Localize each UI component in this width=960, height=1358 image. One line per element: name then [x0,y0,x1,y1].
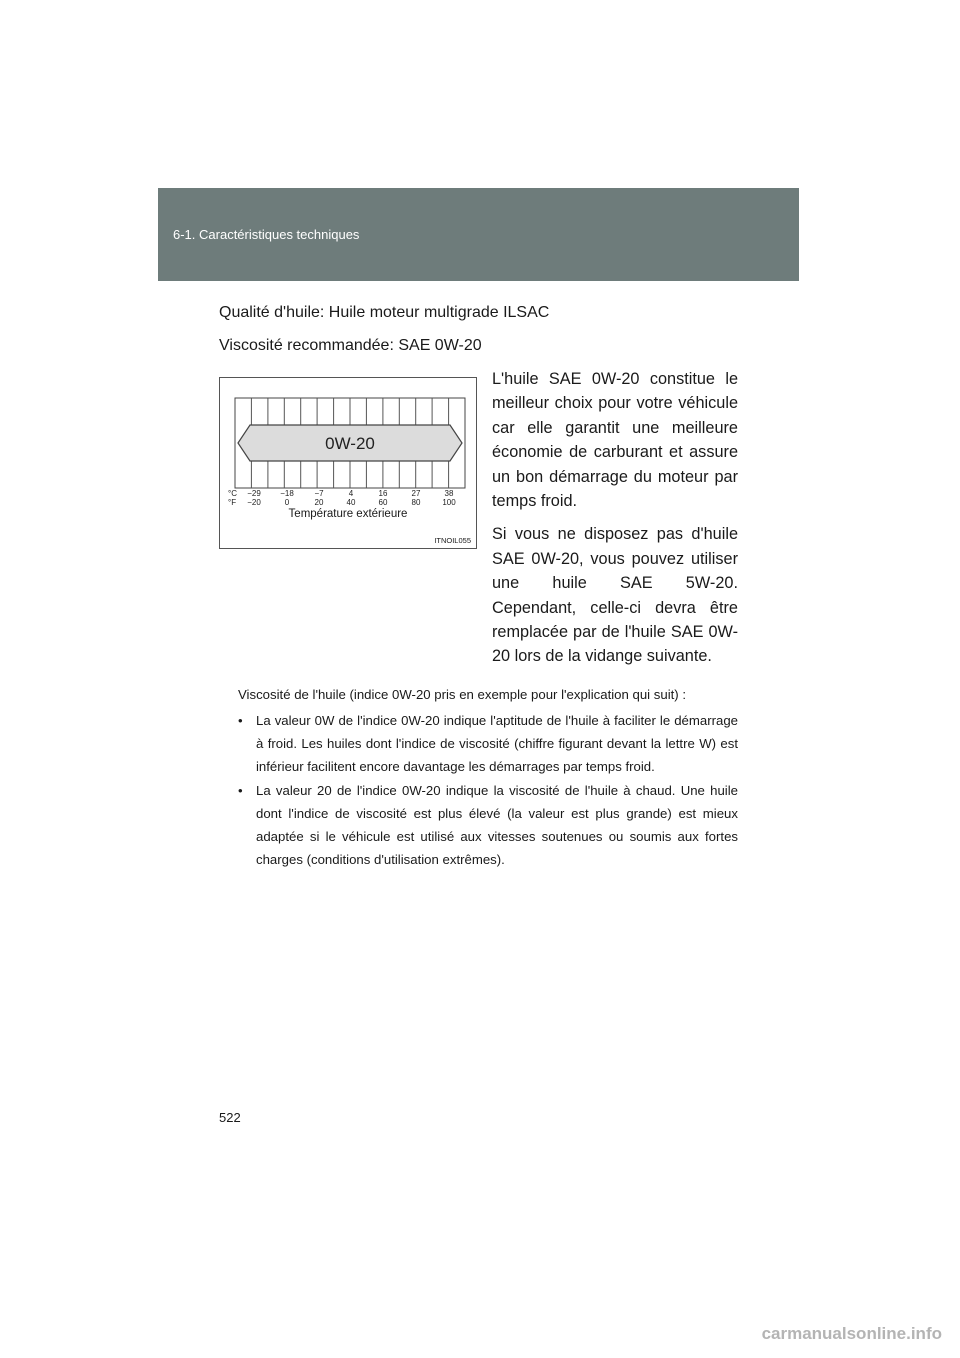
celsius-tick: 27 [411,489,421,498]
recommendation-text [492,367,738,678]
celsius-tick: 16 [378,489,388,498]
paragraph: L'huile SAE 0W-20 constitue le meilleur choix pour votre véhicule car elle garantit une meilleure économie de carburant et assure un bon démarrage du moteur par temps froid. [492,370,738,511]
viscosity-notes [238,686,738,874]
list-item [238,710,738,778]
page-number: 522 [219,1110,241,1125]
figure-code: ITNOIL055 [434,536,471,545]
section-title: 6-1. Caractéristiques techniques [173,227,360,242]
fahrenheit-unit: °F [228,498,237,507]
fahrenheit-tick: 20 [314,498,324,507]
celsius-unit: °C [228,489,237,498]
celsius-tick: −18 [280,489,294,498]
list-item-text: La valeur 20 de l'indice 0W-20 indique la viscosité de l'huile à chaud. Une huile dont l'indice de viscosité est plus élevé (la valeur est plus grande) est mieux adaptée si le véhicule est utilisé aux vitesses soutenues ou soumis aux fortes charges (conditions d'utilisation extrêmes). [256,783,738,867]
notes-intro: Viscosité de l'huile (indice 0W-20 pris en exemple pour l'explication qui suit) : [238,687,687,702]
list-item [238,780,738,871]
oil-quality-text: Qualité d'huile: Huile moteur multigrade ILSAC [219,304,550,321]
list-item-text: La valeur 0W de l'indice 0W-20 indique l'aptitude de l'huile à faciliter le démarrage à froid. Les huiles dont l'indice de viscosité (chiffre figurant devant la lettre W) est inférieur facilitent encore davantage les démarrages par temps froid. [256,713,738,774]
grade-label: 0W-20 [325,434,375,453]
paragraph: Si vous ne disposez pas d'huile SAE 0W-20, vous pouvez utiliser une huile SAE 5W-20. Cependant, celle-ci devra être remplacée par de l'huile SAE 0W-20 lors de la vidange suivante. [492,525,738,666]
footer-logo: carmanualsonline.info [761,1324,942,1343]
fahrenheit-tick: 80 [411,498,421,507]
fahrenheit-tick: 0 [284,498,290,507]
notes-list [238,710,738,872]
fahrenheit-tick: 60 [378,498,388,507]
viscosity-diagram [220,378,478,550]
figure-caption: Température extérieure [288,508,408,520]
celsius-tick: 38 [444,489,454,498]
celsius-tick: 4 [348,489,354,498]
fahrenheit-tick: −20 [247,498,261,507]
celsius-tick: −29 [247,489,261,498]
fahrenheit-tick: 100 [442,498,456,507]
bullet: • [238,783,243,799]
viscosity-figure [219,377,477,549]
bullet: • [238,713,243,728]
viscosity-text: Viscosité recommandée: SAE 0W-20 [219,337,482,354]
celsius-tick: −7 [314,489,324,498]
fahrenheit-tick: 40 [346,498,356,507]
